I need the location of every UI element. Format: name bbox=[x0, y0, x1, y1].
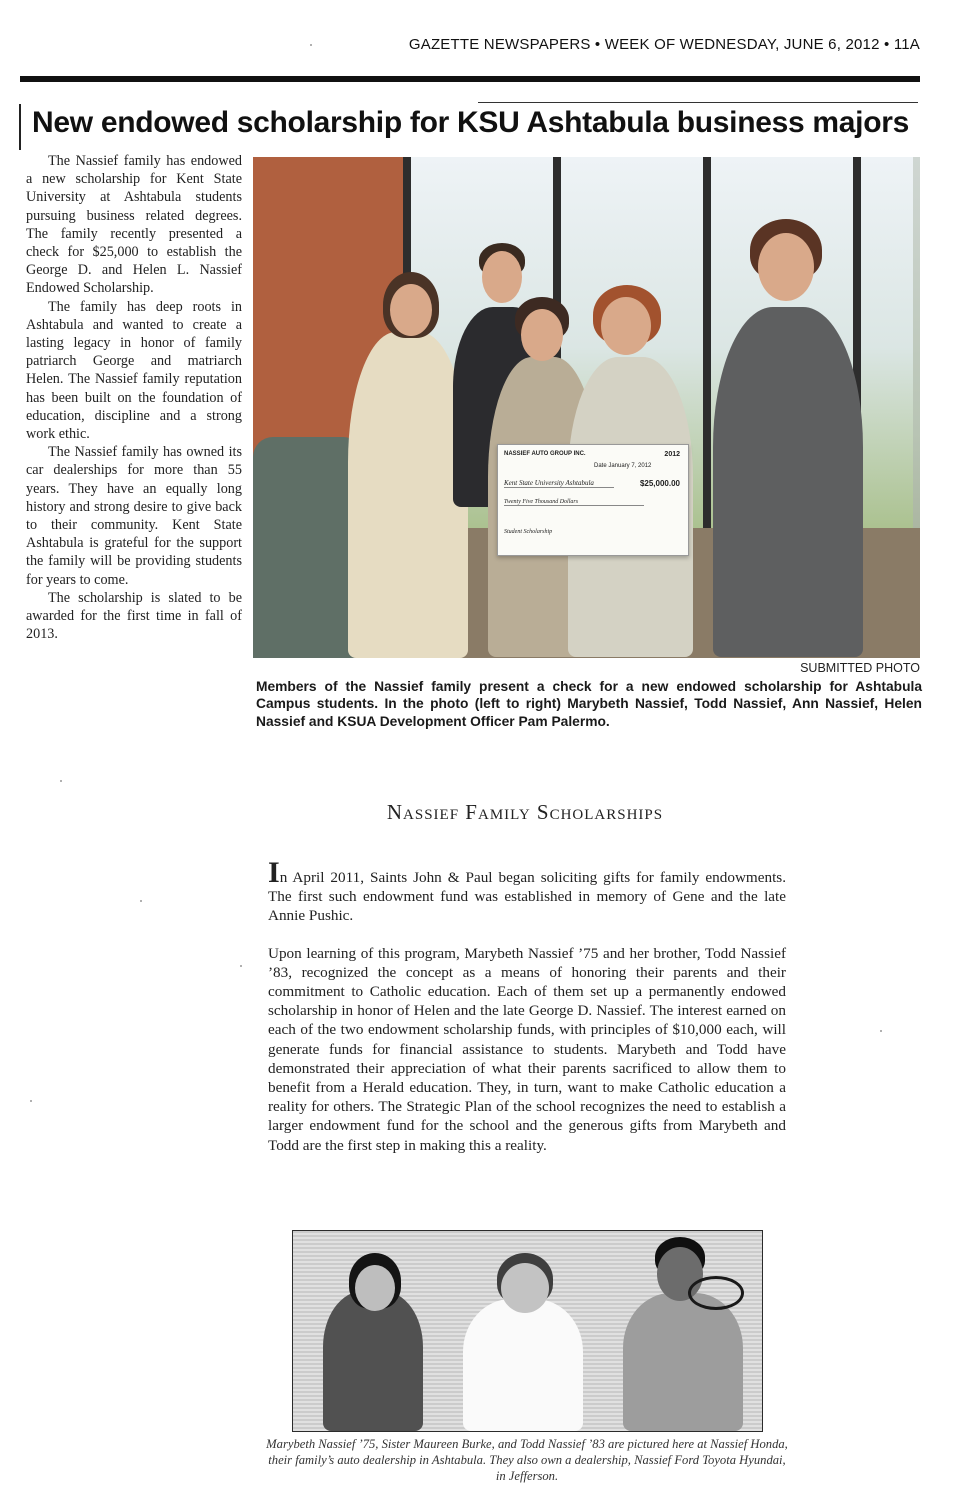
header-rule bbox=[20, 76, 920, 82]
check-payee: Kent State University Ashtabula bbox=[504, 479, 614, 488]
bw-person-3 bbox=[623, 1293, 743, 1431]
scan-speck bbox=[880, 1030, 882, 1032]
bw-person-2-face bbox=[501, 1263, 549, 1313]
section-paragraph-1 bbox=[268, 856, 786, 926]
window-frame bbox=[703, 157, 711, 577]
article-body bbox=[26, 152, 242, 643]
check-company: NASSIEF AUTO GROUP INC. bbox=[504, 451, 586, 457]
person-1 bbox=[348, 332, 468, 658]
check-amount: $25,000.00 bbox=[639, 479, 680, 488]
section-paragraph-1-text: n April 2011, Saints John & Paul began soliciting gifts for family endowments. The first such endowment fund was established in memory of Gene and the late Annie Pushic. bbox=[268, 869, 786, 925]
dealership-photo-caption: Marybeth Nassief ’75, Sister Maureen Burke, and Todd Nassief ’83 are pictured here at Nassief Honda, their family’s auto dealership in Ashtabula. They also own a dealership, Nassief Ford Toyota Hyundai, in Jefferson. bbox=[266, 1437, 788, 1483]
check-presentation-photo bbox=[253, 157, 920, 658]
person-1-face bbox=[390, 284, 432, 336]
article-paragraph-4: The scholarship is slated to be awarded for the first time in fall of 2013. bbox=[26, 589, 242, 643]
article-headline: New endowed scholarship for KSU Ashtabula business majors bbox=[32, 106, 909, 139]
person-5 bbox=[713, 307, 863, 657]
section-paragraph-2: Upon learning of this program, Marybeth Nassief ’75 and her brother, Todd Nassief ’83, recognized the concept as a means of honoring their parents and their commitment to Catholic education. Each of them set up a permanently endowed scholarship in honor of Helen and the late George D. Nassief. The interest earned on each of the two endowment scholarship funds, with principles of $10,000 each, will generate funds for financial assistance to students. Marybeth and Todd have demonstrated their appreciation of what their parents sacrificed to allow them to benefit from a Herald education. They, in turn, want to make Catholic education a reality for others. The Strategic Plan of the school recognizes the need to establish a larger endowment fund for the school and the generous gifts from Marybeth and Todd are the first step in making this a reality. bbox=[268, 944, 786, 1154]
check-memo: Student Scholarship bbox=[504, 529, 553, 535]
check-year: 2012 bbox=[664, 451, 680, 458]
article-paragraph-3: The Nassief family has owned its car dealerships for more than 55 years. They have an equally long history and strong desire to give back to their community. Kent State Ashtabula is grateful for the support the family will be providing students for years to come. bbox=[26, 444, 242, 588]
presentation-check bbox=[497, 444, 689, 556]
check-date: Date January 7, 2012 bbox=[594, 463, 652, 469]
person-5-face bbox=[758, 233, 814, 301]
article-paragraph-2: The family has deep roots in Ashtabula and wanted to create a lasting legacy in honor of family patriarch George and matriarch Helen. The Nassief family reputation has been built on the foundation of education, discipline and a strong work ethic. bbox=[26, 298, 242, 443]
section-title: Nassief Family Scholarships bbox=[386, 800, 664, 824]
bw-person-2 bbox=[463, 1299, 583, 1431]
check-amount-words: Twenty Five Thousand Dollars bbox=[504, 499, 644, 506]
photo-credit: SUBMITTED PHOTO bbox=[800, 661, 920, 675]
section-body bbox=[268, 856, 786, 1173]
armchair bbox=[253, 437, 363, 658]
scan-speck bbox=[310, 44, 312, 46]
photo-caption: Members of the Nassief family present a check for a new endowed scholarship for Ashtabula Campus students. In the photo (left to right) Marybeth Nassief, Todd Nassief, Ann Nassief, Helen Nassief and KSUA Development Officer Pam Palermo. bbox=[256, 679, 922, 729]
masthead-line: GAZETTE NEWSPAPERS • WEEK OF WEDNESDAY, JUNE 6, 2012 • 11A bbox=[408, 36, 920, 53]
scan-speck bbox=[240, 965, 242, 967]
scan-speck bbox=[30, 1100, 32, 1102]
scan-speck bbox=[140, 900, 142, 902]
bw-person-1-face bbox=[355, 1265, 395, 1311]
person-3-face bbox=[521, 309, 563, 361]
drop-cap: I bbox=[268, 856, 280, 889]
scan-speck bbox=[60, 780, 62, 782]
dealership-photo bbox=[292, 1230, 763, 1432]
bw-person-1 bbox=[323, 1291, 423, 1431]
headline-overline bbox=[478, 102, 918, 103]
headline-side-bar bbox=[19, 104, 21, 150]
person-2-face bbox=[482, 251, 522, 303]
person-4-face bbox=[601, 297, 651, 355]
dealer-logo bbox=[688, 1276, 744, 1310]
article-paragraph-1: The Nassief family has endowed a new scholarship for Kent State University at Ashtabula students pursuing business related degrees. The family recently presented a check for $25,000 to establish the George D. and Helen L. Nassief Endowed Scholarship. bbox=[26, 153, 242, 297]
